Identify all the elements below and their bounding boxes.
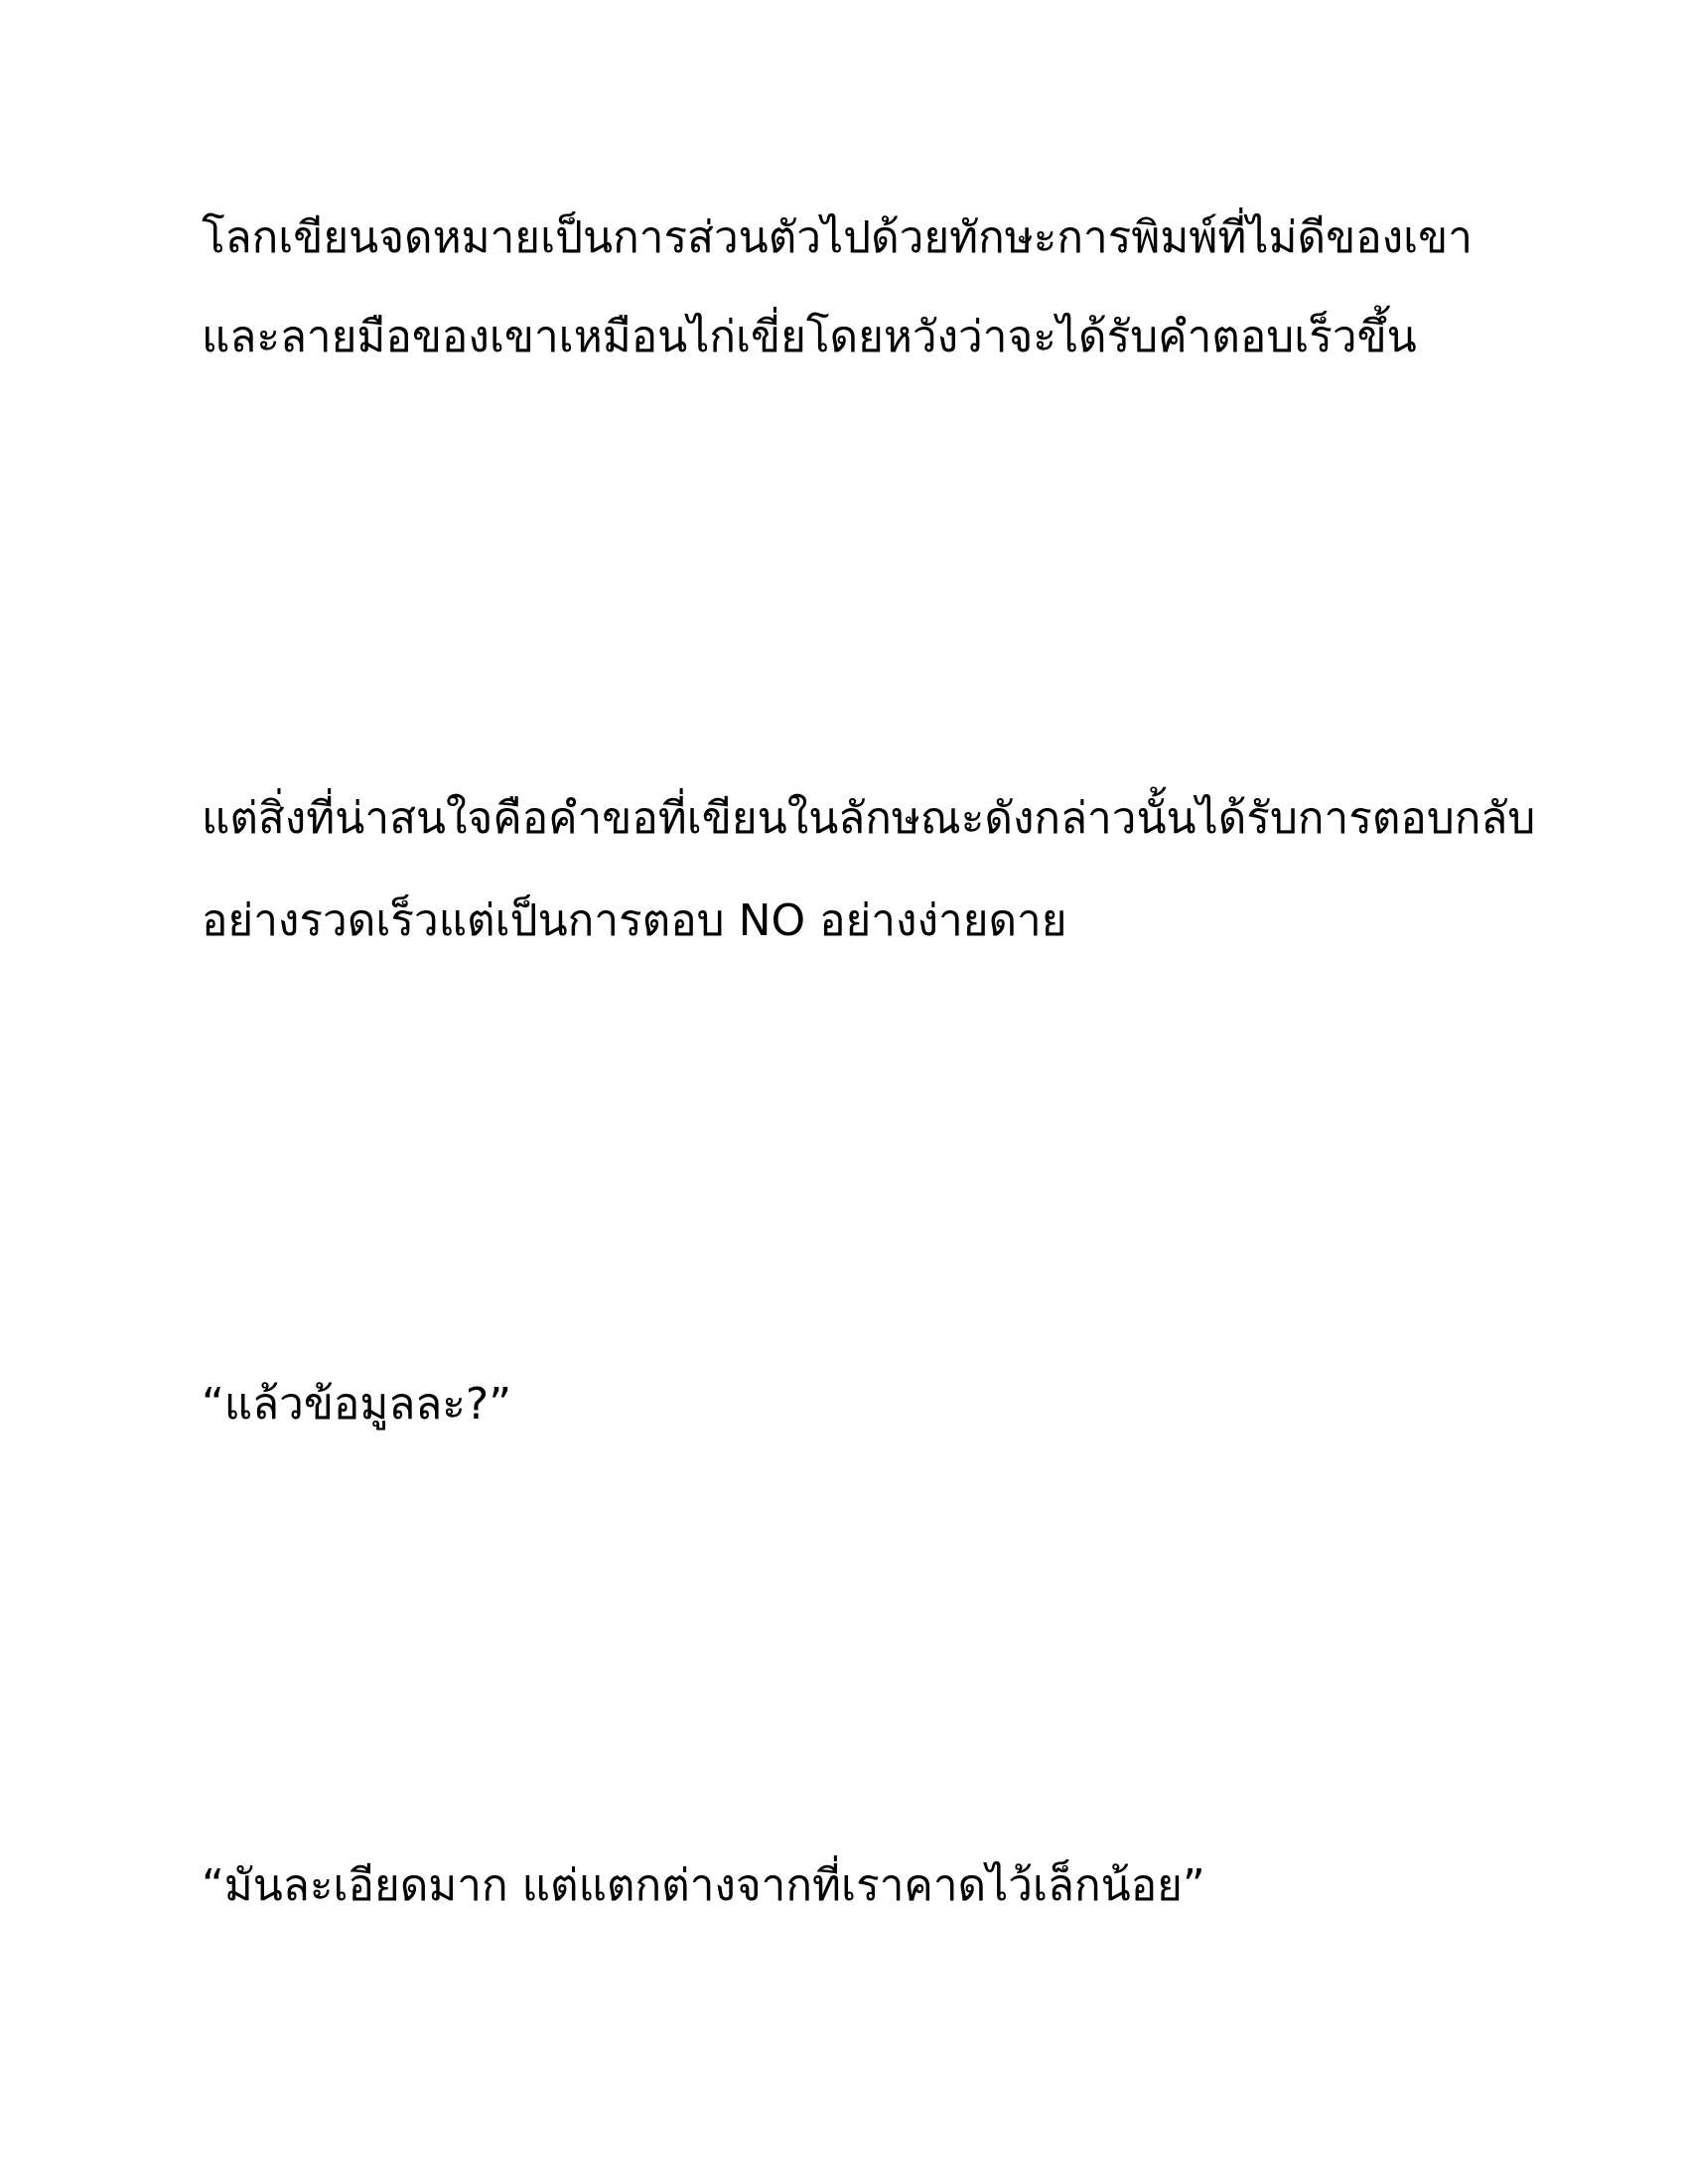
paragraph-1-line-2: และลายมือของเขาเหมือนไก่เขี่ยโดยหวังว่าจะได้รับคำตอบเร็วขึ้น [202,312,1417,362]
paragraph-2-line-1: แต่สิ่งที่น่าสนใจคือคำขอที่เขียนในลักษณะดังกล่าวนั้นได้รับการตอบกลับ [202,793,1536,844]
dialogue-question: “แล้วข้อมูลละ?” [202,1379,512,1430]
paragraph-2-line-2: อย่างรวดเร็วแต่เป็นการตอบ NO อย่างง่ายดาย [202,895,1067,946]
paragraph-1-line-1: โลกเขียนจดหมายเป็นการส่วนตัวไปด้วยทักษะการพิมพ์ที่ไม่ดีของเขา [202,212,1473,263]
dialogue-answer: “มันละเอียดมาก แต่แตกต่างจากที่เราคาดไว้เล็กน้อย” [202,1860,1205,1911]
